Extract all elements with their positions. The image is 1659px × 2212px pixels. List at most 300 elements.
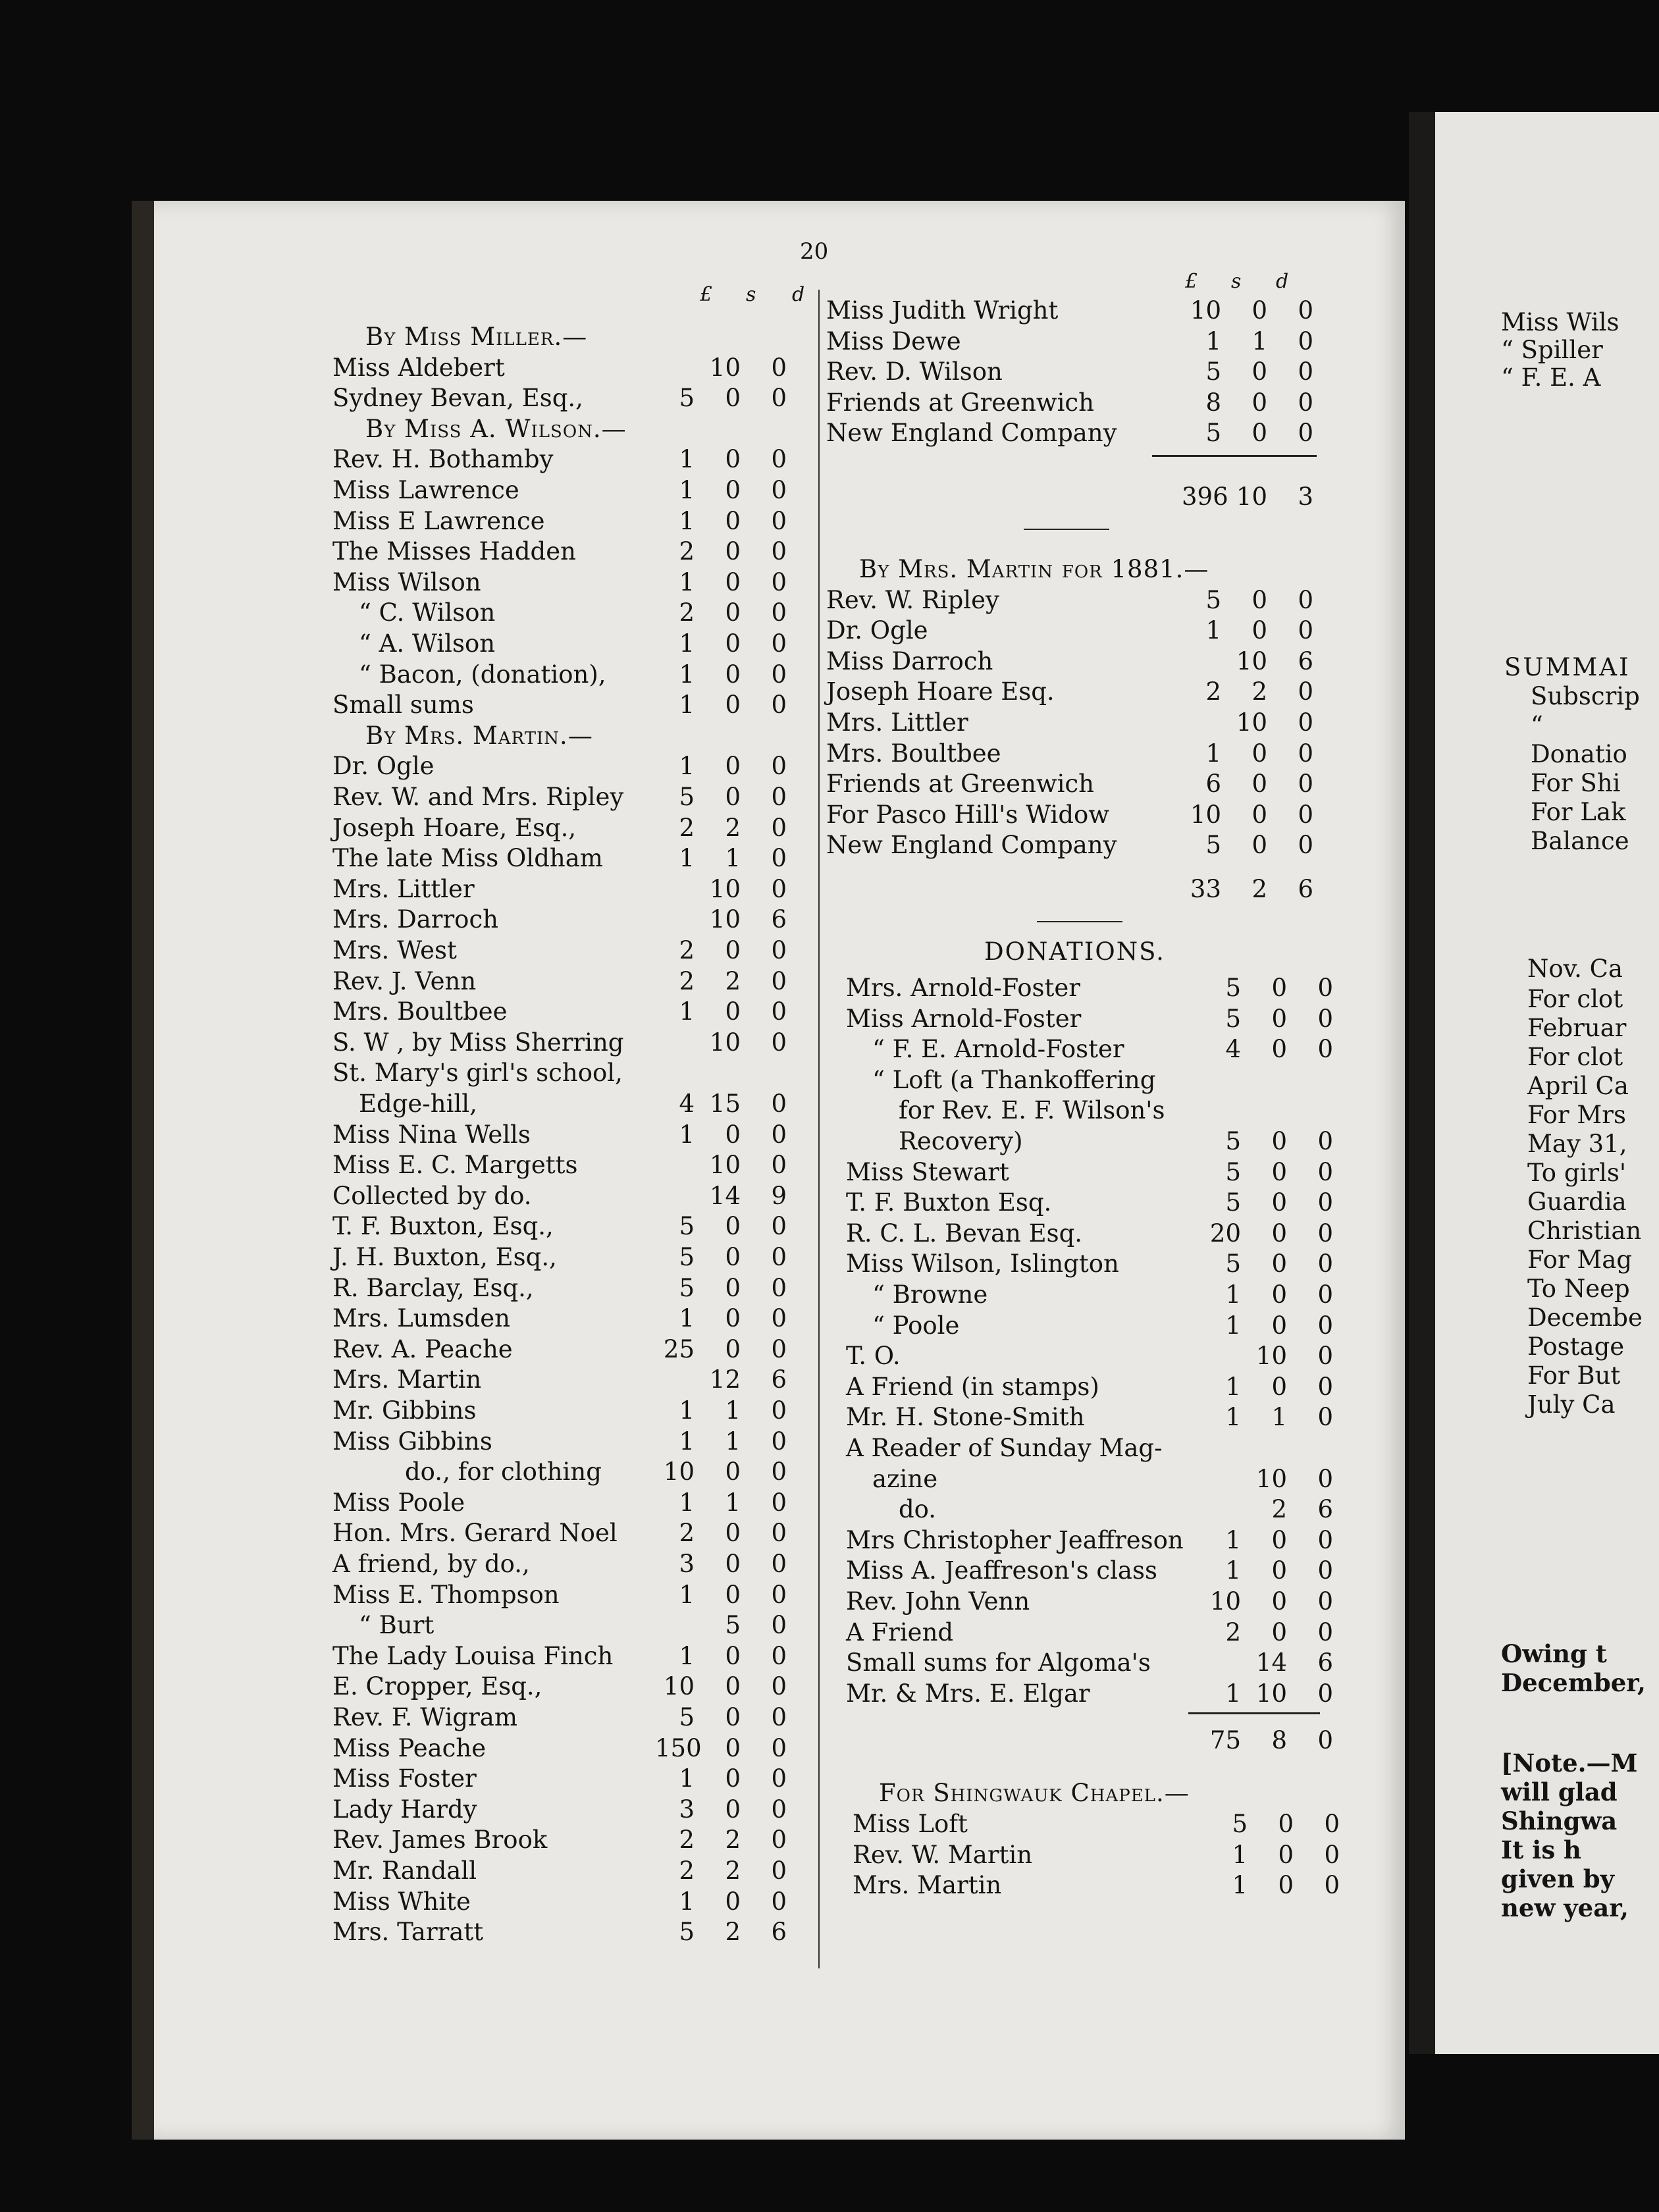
amount-s: 0	[1271, 1372, 1287, 1401]
entry-name: Mrs. Martin	[332, 1365, 482, 1394]
amount-l: 2	[679, 1519, 695, 1548]
amount-l: 1	[679, 445, 695, 474]
rule	[1037, 921, 1122, 922]
entry-name: Mrs. Boultbee	[826, 739, 1001, 768]
amount-d: 0	[1298, 739, 1313, 768]
amount-d: 6	[1317, 1495, 1333, 1524]
amount-s: 2	[725, 813, 741, 842]
amount-l: 5	[679, 1918, 695, 1947]
amount-s: 0	[725, 1550, 741, 1578]
amount-s: 10	[709, 874, 741, 903]
amount-d: 0	[1298, 616, 1313, 645]
amount-d: 0	[771, 752, 787, 781]
entry-name: Miss Arnold-Foster	[846, 1004, 1082, 1033]
amount-s: 1	[725, 1488, 741, 1517]
amount-l: 1	[1232, 1871, 1248, 1900]
amount-s: 0	[725, 445, 741, 474]
amount-l: 25	[663, 1334, 695, 1363]
amount-d: 0	[771, 1212, 787, 1241]
amount-s: 0	[725, 1887, 741, 1916]
amount-s: 0	[725, 1458, 741, 1487]
next-page-fragment: For Mrs	[1527, 1101, 1626, 1129]
entry-name: The late Miss Oldham	[332, 844, 603, 873]
amount-d: 0	[1324, 1810, 1340, 1838]
amount-s: 10	[1255, 1679, 1287, 1708]
entry-name: “ Loft (a Thankoffering	[872, 1065, 1156, 1094]
amount-d: 0	[771, 691, 787, 720]
amount-d: 0	[1317, 1464, 1333, 1493]
entry-name: Mrs. Lumsden	[332, 1304, 510, 1333]
next-page-fragment: For Mag	[1527, 1246, 1633, 1274]
next-page-fragment: Subscrip	[1531, 682, 1640, 710]
total-d: 3	[1298, 483, 1313, 511]
entry-name: Mrs. Boultbee	[332, 997, 508, 1026]
entry-name: Mr. & Mrs. E. Elgar	[846, 1679, 1090, 1708]
next-page-fragment: To Neep	[1527, 1275, 1630, 1303]
entry-name: azine	[872, 1464, 938, 1493]
amount-s: 10	[709, 1151, 741, 1180]
amount-s: 10	[709, 1028, 741, 1057]
pence-header-left: d	[792, 283, 805, 306]
amount-d: 0	[771, 1273, 787, 1302]
amount-s: 0	[1271, 1618, 1287, 1646]
amount-l: 20	[1209, 1219, 1241, 1248]
amount-l: 2	[679, 966, 695, 995]
amount-l: 5	[1225, 974, 1241, 1002]
entry-name: Rev. H. Bothamby	[332, 445, 554, 474]
entry-name: A Friend (in stamps)	[846, 1372, 1099, 1401]
entry-name: “ A. Wilson	[359, 629, 496, 658]
amount-d: 0	[1317, 1403, 1333, 1432]
entry-name: Miss E. C. Margetts	[332, 1151, 578, 1180]
section-heading: By Miss Miller.—	[365, 323, 588, 351]
entry-name: Small sums for Algoma's	[846, 1648, 1151, 1677]
entry-name: “ Browne	[872, 1280, 988, 1309]
amount-l: 3	[679, 1795, 695, 1824]
amount-l: 4	[679, 1090, 695, 1118]
amount-d: 0	[771, 598, 787, 627]
entry-name: Lady Hardy	[332, 1795, 477, 1824]
amount-l: 2	[679, 936, 695, 964]
amount-d: 0	[771, 1090, 787, 1118]
entry-name: do., for clothing	[405, 1458, 602, 1487]
entry-name: Rev. D. Wilson	[826, 357, 1003, 386]
amount-l: 5	[1205, 831, 1221, 860]
entry-name: St. Mary's girl's school,	[332, 1059, 623, 1088]
amount-l: 5	[1225, 1004, 1241, 1033]
amount-s: 1	[725, 844, 741, 873]
entry-name: Edge-hill,	[359, 1090, 477, 1118]
next-page-fragment: new year,	[1501, 1893, 1629, 1922]
entry-name: Miss E Lawrence	[332, 506, 545, 535]
amount-s: 14	[709, 1181, 741, 1210]
total-s: 10	[1236, 483, 1267, 511]
amount-l: 5	[679, 783, 695, 811]
next-page-fragment: will glad	[1501, 1778, 1618, 1806]
amount-l: 10	[663, 1458, 695, 1487]
entry-name: Mrs. West	[332, 936, 457, 964]
amount-d: 0	[771, 1458, 787, 1487]
amount-d: 0	[771, 1764, 787, 1793]
amount-d: 0	[771, 353, 787, 382]
total-s: 2	[1251, 875, 1267, 903]
amount-l: 1	[679, 1427, 695, 1456]
entry-name: Collected by do.	[332, 1181, 532, 1210]
next-page-fragment: Miss Wils	[1501, 308, 1620, 336]
amount-s: 2	[725, 966, 741, 995]
amount-d: 0	[1317, 1250, 1333, 1278]
amount-s: 0	[1251, 800, 1267, 829]
amount-s: 0	[725, 384, 741, 413]
amount-s: 14	[1255, 1648, 1287, 1677]
amount-d: 0	[1317, 1587, 1333, 1616]
amount-s: 1	[1251, 327, 1267, 356]
entry-name: Mrs Christopher Jeaffreson	[846, 1525, 1184, 1554]
amount-d: 0	[1317, 1679, 1333, 1708]
amount-d: 0	[1317, 1618, 1333, 1646]
amount-s: 0	[1251, 831, 1267, 860]
amount-s: 0	[1251, 770, 1267, 799]
amount-s: 0	[725, 1764, 741, 1793]
amount-l: 10	[1190, 800, 1221, 829]
amount-d: 0	[771, 1672, 787, 1701]
amount-s: 0	[725, 1580, 741, 1609]
amount-d: 0	[771, 1120, 787, 1149]
amount-s: 0	[1278, 1871, 1294, 1900]
amount-s: 0	[1271, 1188, 1287, 1217]
amount-d: 0	[1317, 1280, 1333, 1309]
entry-name: Mr. Gibbins	[332, 1396, 477, 1425]
amount-d: 0	[1317, 1127, 1333, 1155]
amount-d: 0	[771, 1826, 787, 1855]
amount-l: 1	[1225, 1311, 1241, 1340]
amount-l: 3	[679, 1550, 695, 1578]
amount-s: 0	[725, 783, 741, 811]
entry-name: Rev. John Venn	[846, 1587, 1030, 1616]
entry-name: Mrs. Martin	[853, 1871, 1002, 1900]
entry-name: Friends at Greenwich	[826, 388, 1094, 417]
amount-l: 5	[1205, 357, 1221, 386]
donations-title: DONATIONS.	[984, 937, 1165, 966]
amount-s: 0	[725, 752, 741, 781]
total-l: 396	[1182, 483, 1228, 511]
amount-s: 0	[725, 691, 741, 720]
next-page-fragment: For But	[1527, 1361, 1621, 1390]
amount-s: 0	[1271, 1280, 1287, 1309]
amount-d: 6	[771, 1918, 787, 1947]
amount-d: 0	[1317, 1525, 1333, 1554]
entry-name: A Friend	[846, 1618, 954, 1646]
next-page-fragment: “ F. E. A	[1501, 363, 1601, 392]
amount-l: 5	[1225, 1250, 1241, 1278]
entry-name: Miss Lawrence	[332, 476, 519, 504]
amount-s: 5	[725, 1611, 741, 1640]
amount-s: 0	[1271, 1525, 1287, 1554]
total-d: 0	[1317, 1726, 1333, 1755]
amount-s: 0	[1251, 296, 1267, 325]
amount-s: 0	[725, 1304, 741, 1333]
amount-l: 1	[679, 567, 695, 596]
amount-l: 1	[1225, 1280, 1241, 1309]
amount-l: 1	[1225, 1403, 1241, 1432]
amount-l: 150	[655, 1733, 702, 1762]
amount-s: 0	[1271, 1004, 1287, 1033]
amount-d: 0	[1298, 327, 1313, 356]
amount-l: 5	[1225, 1188, 1241, 1217]
entry-name: A friend, by do.,	[332, 1550, 530, 1578]
amount-d: 0	[771, 783, 787, 811]
amount-s: 1	[1271, 1403, 1287, 1432]
amount-l: 5	[679, 1703, 695, 1731]
next-page-fragment: [Note.—M	[1501, 1749, 1638, 1778]
amount-d: 0	[771, 629, 787, 658]
amount-l: 2	[679, 813, 695, 842]
amount-s: 0	[1278, 1840, 1294, 1869]
next-page-fragment: July Ca	[1527, 1390, 1616, 1419]
amount-s: 0	[1271, 1035, 1287, 1064]
amount-l: 5	[679, 1212, 695, 1241]
amount-s: 0	[725, 1795, 741, 1824]
amount-l: 1	[679, 1641, 695, 1670]
amount-d: 0	[771, 844, 787, 873]
page-number: 20	[800, 238, 829, 265]
next-page-fragment: given by	[1501, 1864, 1615, 1893]
next-page-fragment: April Ca	[1527, 1072, 1629, 1100]
amount-s: 0	[1271, 1219, 1287, 1248]
next-page-fragment: To girls'	[1527, 1159, 1627, 1187]
amount-s: 10	[709, 905, 741, 934]
entry-name: Miss A. Jeaffreson's class	[846, 1556, 1157, 1585]
amount-l: 1	[679, 691, 695, 720]
entry-name: do.	[899, 1495, 937, 1524]
amount-d: 0	[771, 1334, 787, 1363]
amount-s: 15	[709, 1090, 741, 1118]
amount-l: 1	[679, 1580, 695, 1609]
amount-d: 0	[1317, 1004, 1333, 1033]
section-heading: By Miss A. Wilson.—	[365, 414, 627, 443]
amount-s: 0	[725, 1243, 741, 1271]
total-l: 33	[1190, 875, 1221, 903]
entry-name: Dr. Ogle	[332, 752, 434, 781]
amount-d: 0	[771, 966, 787, 995]
next-page-fragment: For clot	[1527, 985, 1623, 1013]
next-page-fragment: December,	[1501, 1668, 1646, 1697]
entry-name: Dr. Ogle	[826, 616, 928, 645]
amount-d: 0	[1298, 708, 1313, 737]
amount-s: 0	[1251, 585, 1267, 614]
amount-s: 0	[1251, 419, 1267, 448]
amount-d: 0	[771, 1028, 787, 1057]
amount-d: 0	[771, 537, 787, 566]
entry-name: T. F. Buxton Esq.	[846, 1188, 1052, 1217]
total-d: 6	[1298, 875, 1313, 903]
entry-name: Miss E. Thompson	[332, 1580, 560, 1609]
entry-name: Miss Wilson, Islington	[846, 1250, 1119, 1278]
amount-s: 10	[1255, 1342, 1287, 1371]
amount-d: 0	[1298, 677, 1313, 706]
amount-d: 0	[771, 384, 787, 413]
amount-d: 0	[771, 1304, 787, 1333]
amount-d: 0	[771, 1795, 787, 1824]
amount-l: 1	[679, 1396, 695, 1425]
amount-l: 1	[679, 1304, 695, 1333]
amount-d: 0	[1317, 1556, 1333, 1585]
next-page-fragment: It is h	[1501, 1835, 1581, 1864]
amount-l: 1	[679, 1120, 695, 1149]
amount-l: 6	[1205, 770, 1221, 799]
amount-s: 0	[1271, 1587, 1287, 1616]
total-l: 75	[1209, 1726, 1241, 1755]
amount-l: 1	[679, 660, 695, 689]
amount-d: 0	[771, 997, 787, 1026]
total-s: 8	[1271, 1726, 1287, 1755]
amount-l: 2	[1225, 1618, 1241, 1646]
entry-name: Joseph Hoare, Esq.,	[332, 813, 577, 842]
entry-name: “ C. Wilson	[359, 598, 496, 627]
amount-l: 5	[679, 1273, 695, 1302]
shilling-header-right: s	[1231, 270, 1242, 293]
amount-l: 10	[663, 1672, 695, 1701]
amount-d: 0	[1317, 1219, 1333, 1248]
amount-l: 1	[679, 1488, 695, 1517]
amount-s: 1	[725, 1427, 741, 1456]
amount-d: 0	[771, 1243, 787, 1271]
amount-d: 0	[771, 1519, 787, 1548]
amount-d: 0	[1298, 831, 1313, 860]
amount-s: 0	[725, 537, 741, 566]
entry-name: New England Company	[826, 831, 1117, 860]
next-page-fragment: “ Spiller	[1501, 336, 1603, 364]
amount-s: 0	[725, 997, 741, 1026]
entry-name: for Rev. E. F. Wilson's	[899, 1096, 1165, 1125]
entry-name: Miss Stewart	[846, 1157, 1009, 1186]
section-heading: By Mrs. Martin for 1881.—	[859, 555, 1209, 583]
amount-s: 0	[725, 1641, 741, 1670]
amount-s: 0	[1271, 1250, 1287, 1278]
next-page-fragment: Christian	[1527, 1217, 1642, 1245]
entry-name: T. O.	[846, 1342, 901, 1371]
amount-d: 0	[1298, 419, 1313, 448]
next-page-fragment: Balance	[1531, 827, 1629, 855]
amount-d: 0	[771, 1396, 787, 1425]
amount-s: 10	[709, 353, 741, 382]
entry-name: J. H. Buxton, Esq.,	[332, 1243, 557, 1271]
entry-name: Mrs. Littler	[826, 708, 968, 737]
amount-l: 1	[1225, 1679, 1241, 1708]
amount-d: 0	[1298, 357, 1313, 386]
entry-name: Mrs. Littler	[332, 874, 475, 903]
amount-d: 0	[1317, 1342, 1333, 1371]
next-page-fragment: Nov. Ca	[1527, 955, 1623, 983]
amount-l: 5	[1205, 585, 1221, 614]
entry-name: Mrs. Arnold-Foster	[846, 974, 1080, 1002]
next-page-fragment: Shingwa	[1501, 1806, 1618, 1835]
next-page-fragment: SUMMAI	[1504, 653, 1631, 681]
amount-d: 6	[1317, 1648, 1333, 1677]
entry-name: E. Cropper, Esq.,	[332, 1672, 542, 1701]
amount-d: 6	[771, 1365, 787, 1394]
amount-s: 0	[725, 1672, 741, 1701]
amount-d: 0	[1317, 1035, 1333, 1064]
amount-d: 0	[1298, 770, 1313, 799]
amount-l: 5	[1232, 1810, 1248, 1838]
amount-l: 1	[1225, 1525, 1241, 1554]
amount-s: 2	[725, 1918, 741, 1947]
entry-name: Rev. W. and Mrs. Ripley	[332, 783, 624, 811]
amount-s: 0	[725, 1703, 741, 1731]
amount-s: 0	[725, 1120, 741, 1149]
amount-d: 0	[771, 506, 787, 535]
amount-d: 0	[771, 660, 787, 689]
next-page-fragment: Guardia	[1527, 1188, 1627, 1216]
column-divider	[818, 290, 820, 1968]
amount-s: 0	[725, 660, 741, 689]
entry-name: “ Burt	[359, 1611, 434, 1640]
entry-name: Miss White	[332, 1887, 471, 1916]
amount-l: 1	[679, 1764, 695, 1793]
entry-name: The Misses Hadden	[332, 537, 576, 566]
entry-name: “ F. E. Arnold-Foster	[872, 1035, 1124, 1064]
amount-d: 0	[1324, 1840, 1340, 1869]
amount-d: 0	[1317, 1372, 1333, 1401]
amount-l: 5	[1225, 1157, 1241, 1186]
rule	[1188, 1712, 1320, 1714]
entry-name: Mrs. Tarratt	[332, 1918, 484, 1947]
entry-name: Rev. A. Peache	[332, 1334, 513, 1363]
amount-s: 0	[725, 629, 741, 658]
entry-name: Miss Dewe	[826, 327, 961, 356]
amount-d: 0	[771, 1550, 787, 1578]
amount-s: 0	[725, 1733, 741, 1762]
amount-d: 0	[1298, 388, 1313, 417]
next-page-fragment: Postage	[1527, 1332, 1625, 1361]
next-page-fragment: Februar	[1527, 1014, 1627, 1042]
amount-d: 0	[771, 1427, 787, 1456]
pound-header-right: £	[1185, 270, 1198, 293]
amount-d: 0	[771, 936, 787, 964]
amount-d: 0	[1298, 800, 1313, 829]
amount-l: 1	[1205, 616, 1221, 645]
amount-s: 0	[725, 1212, 741, 1241]
amount-d: 0	[771, 1703, 787, 1731]
amount-d: 6	[771, 905, 787, 934]
amount-s: 0	[1271, 1556, 1287, 1585]
amount-d: 6	[1298, 646, 1313, 675]
amount-s: 0	[725, 936, 741, 964]
amount-s: 0	[1251, 616, 1267, 645]
next-page-fragment: Donatio	[1531, 740, 1627, 768]
shilling-header-left: s	[746, 283, 756, 306]
next-page-fragment: “	[1531, 711, 1543, 739]
amount-s: 0	[1251, 357, 1267, 386]
section-heading: By Mrs. Martin.—	[365, 721, 593, 750]
amount-l: 5	[679, 384, 695, 413]
entry-name: Mr. Randall	[332, 1856, 477, 1885]
amount-l: 1	[1232, 1840, 1248, 1869]
entry-name: Miss Judith Wright	[826, 296, 1059, 325]
amount-d: 0	[1317, 1157, 1333, 1186]
next-page-fragment: May 31,	[1527, 1130, 1627, 1158]
entry-name: Miss Nina Wells	[332, 1120, 531, 1149]
entry-name: Miss Foster	[332, 1764, 477, 1793]
amount-s: 0	[725, 476, 741, 504]
amount-d: 0	[1298, 296, 1313, 325]
amount-l: 2	[679, 1856, 695, 1885]
next-page-fragment: Decembe	[1527, 1304, 1643, 1332]
amount-d: 0	[1324, 1871, 1340, 1900]
next-page-fragment: For Shi	[1531, 769, 1621, 797]
amount-d: 0	[1317, 1311, 1333, 1340]
